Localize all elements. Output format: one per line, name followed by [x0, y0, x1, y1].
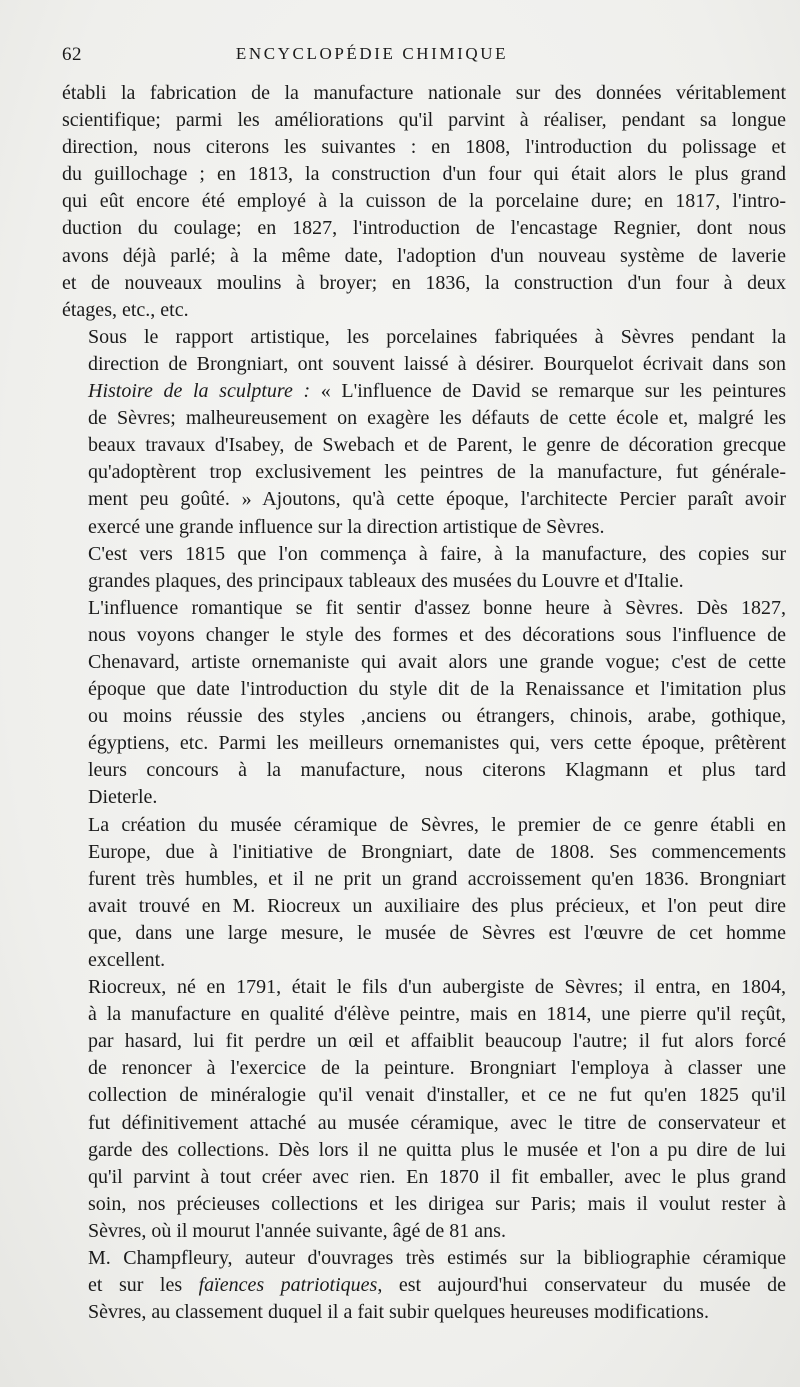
text-run: du guillochage ; en 1813, la construction d'un four qui était alors le plus grand: [62, 163, 786, 186]
text-line: [62, 1110, 786, 1137]
text-line: [62, 1245, 786, 1272]
text-run: Europe, due à l'initiative de Brongniart, date de 1808. Ses commencements: [88, 840, 786, 863]
text-run: Dieterle.: [88, 786, 158, 809]
text-line: [62, 568, 786, 595]
text-run: Chenavard, artiste ornemaniste qui avait alors une grande vogue; c'est de cette: [88, 650, 786, 673]
page-number: 62: [62, 44, 82, 65]
text-run: étages, etc., etc.: [62, 298, 189, 321]
text-line: [62, 270, 786, 297]
text-line: [62, 215, 786, 242]
text-line: [62, 459, 786, 486]
text-line: [62, 920, 786, 947]
text-line: [62, 514, 786, 541]
text-run: C'est vers 1815 que l'on commença à faire, à la manufacture, des copies sur: [88, 542, 786, 565]
text-line: [62, 161, 786, 188]
text-run: direction, nous citerons les suivantes : en 1808, l'introduction du polissage et: [62, 136, 786, 159]
text-line: [62, 947, 786, 974]
text-run: avait trouvé en M. Riocreux un auxiliaire des plus précieux, et l'on peut dire: [88, 894, 786, 917]
text-run: et sur les: [88, 1274, 199, 1297]
text-line: [62, 974, 786, 1001]
text-line: [62, 432, 786, 459]
text-line: [62, 405, 786, 432]
text-run: grandes plaques, des principaux tableaux des musées du Louvre et d'Italie.: [88, 569, 684, 592]
text-line: [62, 1191, 786, 1218]
paragraph: [62, 595, 786, 812]
text-line: [62, 595, 786, 622]
text-run: duction du coulage; en 1827, l'introduction de l'encastage Regnier, dont nous: [62, 217, 786, 240]
text-line: [62, 757, 786, 784]
text-run: scientifique; parmi les améliorations qu'il parvint à réaliser, pendant sa longue: [62, 109, 786, 132]
paragraph: [62, 812, 786, 975]
text-run: nous voyons changer le style des formes et des décorations sous l'influence de: [88, 623, 786, 646]
text-line: [62, 1299, 786, 1326]
italic-title: faïences patriotiques: [198, 1274, 378, 1297]
text-line: [62, 107, 786, 134]
text-run: exercé une grande influence sur la direction artistique de Sèvres.: [88, 515, 605, 538]
text-line: [62, 784, 786, 811]
text-run: à la manufacture en qualité d'élève peintre, mais en 1814, une pierre qu'il reçût,: [88, 1003, 786, 1026]
text-line: [62, 893, 786, 920]
text-run: beaux travaux d'Isabey, de Swebach et de Parent, le genre de décoration grecque: [88, 434, 786, 457]
text-line: [62, 1218, 786, 1245]
text-run: fut définitivement attaché au musée céramique, avec le titre de conservateur et: [88, 1111, 786, 1134]
text-run: garde des collections. Dès lors il ne quitta plus le musée et l'on a pu dire de lui: [88, 1138, 786, 1161]
text-line: [62, 324, 786, 351]
text-run: ou moins réussie des styles ‚anciens ou étrangers, chinois, arabe, gothique,: [88, 705, 786, 728]
text-run: excellent.: [88, 949, 166, 971]
text-line: [62, 243, 786, 270]
text-line: [62, 378, 786, 405]
text-line: [62, 297, 786, 324]
text-line: [62, 188, 786, 215]
text-line: [62, 1001, 786, 1028]
paragraph: [62, 541, 786, 595]
text-run: Sèvres, où il mourut l'année suivante, âgé de 81 ans.: [88, 1219, 506, 1242]
text-line: [62, 730, 786, 757]
text-run: Riocreux, né en 1791, était le fils d'un aubergiste de Sèvres; il entra, en 1804,: [88, 976, 786, 999]
text-run: direction de Brongniart, ont souvent laissé à désirer. Bourquelot écrivait dans son: [88, 352, 786, 375]
text-run: de renoncer à l'exercice de la peinture. Brongniart l'employa à classer une: [88, 1057, 786, 1080]
text-line: [62, 622, 786, 649]
text-run: égyptiens, etc. Parmi les meilleurs ornemanistes qui, vers cette époque, prêtèrent: [88, 732, 786, 755]
text-line: [62, 1028, 786, 1055]
text-line: [62, 486, 786, 513]
text-line: [62, 839, 786, 866]
text-line: [62, 1272, 786, 1299]
text-line: [62, 676, 786, 703]
text-line: [62, 1055, 786, 1082]
paragraph: [62, 1245, 786, 1326]
text-line: [62, 866, 786, 893]
running-title: ENCYCLOPÉDIE CHIMIQUE: [235, 44, 509, 63]
text-run: par hasard, lui fit perdre un œil et affaiblit beaucoup l'autre; il fut alors forcé: [88, 1030, 786, 1053]
body-text: [62, 80, 786, 1326]
paragraph: [62, 974, 786, 1245]
text-run: Sous le rapport artistique, les porcelaines fabriquées à Sèvres pendant la: [88, 325, 786, 348]
text-run: M. Champfleury, auteur d'ouvrages très estimés sur la bibliographie céramique: [88, 1247, 786, 1270]
paragraph: [62, 324, 786, 541]
text-run: La création du musée céramique de Sèvres, le premier de ce genre établi en: [88, 813, 786, 836]
text-run: établi la fabrication de la manufacture nationale sur des données véritablement: [62, 82, 786, 104]
text-line: [62, 812, 786, 839]
text-line: [62, 80, 786, 107]
text-run: L'influence romantique se fit sentir d'assez bonne heure à Sèvres. Dès 1827,: [88, 596, 786, 619]
text-run: « L'influence de David se remarque sur les peintures: [310, 380, 786, 403]
text-run: soin, nos précieuses collections et les dirigea sur Paris; mais il voulut rester à: [88, 1192, 786, 1215]
text-line: [62, 1137, 786, 1164]
paragraph: [62, 80, 786, 324]
text-run: qu'il parvint à tout créer avec rien. En 1870 il fit emballer, avec le plus grand: [88, 1165, 786, 1188]
text-run: que, dans une large mesure, le musée de Sèvres est l'œuvre de cet homme: [88, 921, 786, 944]
text-run: furent très humbles, et il ne prit un grand accroissement qu'en 1836. Brongniart: [88, 867, 786, 890]
text-run: de Sèvres; malheureusement on exagère les défauts de cette école et, malgré les: [88, 407, 786, 430]
text-line: [62, 351, 786, 378]
text-line: [62, 649, 786, 676]
text-line: [62, 134, 786, 161]
text-run: collection de minéralogie qu'il venait d'installer, et ce ne fut qu'en 1825 qu'il: [88, 1084, 786, 1107]
text-run: Sèvres, au classement duquel il a fait subir quelques heureuses modifications.: [88, 1301, 709, 1324]
text-run: et de nouveaux moulins à broyer; en 1836, la construction d'un four à deux: [62, 271, 786, 294]
text-run: avons déjà parlé; à la même date, l'adoption d'un nouveau système de laverie: [62, 244, 786, 267]
text-line: [62, 703, 786, 730]
text-run: époque que date l'introduction du style dit de la Renaissance et l'imitation plus: [88, 678, 786, 701]
italic-title: Histoire de la sculpture :: [88, 380, 311, 403]
text-run: , est aujourd'hui conservateur du musée de: [377, 1274, 787, 1297]
text-run: qu'adoptèrent trop exclusivement les peintres de la manufacture, fut générale-: [88, 461, 786, 484]
text-line: [62, 1164, 786, 1191]
text-line: [62, 1082, 786, 1109]
text-line: [62, 541, 786, 568]
text-run: qui eût encore été employé à la cuisson de la porcelaine dure; en 1817, l'intro-: [62, 190, 786, 213]
text-run: ment peu goûté. » Ajoutons, qu'à cette époque, l'architecte Percier paraît avoir: [88, 488, 786, 511]
running-head: [62, 44, 782, 68]
text-run: leurs concours à la manufacture, nous citerons Klagmann et plus tard: [88, 759, 786, 782]
